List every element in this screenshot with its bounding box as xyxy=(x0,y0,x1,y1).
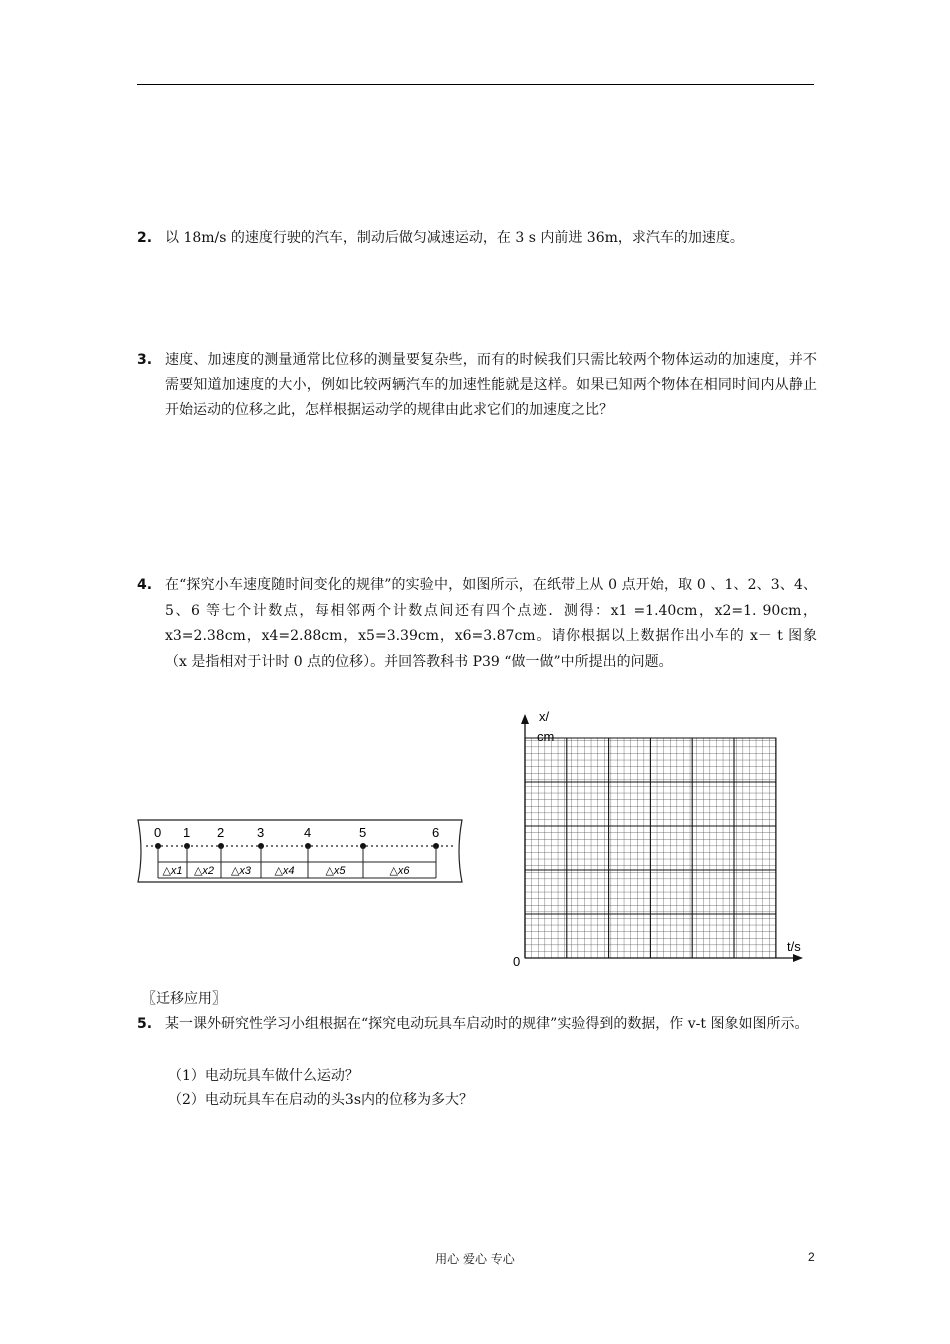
segment-label: △x2 xyxy=(193,865,215,877)
point-label: 5 xyxy=(359,825,367,840)
question-intro: 在“探究小车速度随时间变化的规律”的实验中，如图所示，在纸带上从 0 点开始，取 0 、1、2、3、4、5、6 等七个计数点，每相邻两个计数点间还有四个点迹．测得： xyxy=(165,577,817,619)
y-axis-unit: cm xyxy=(537,729,555,744)
question-text: 某一课外研究性学习小组根据在“探究电动玩具车启动时的规律”实验得到的数据，作 v-t 图象如图所示。 xyxy=(165,1016,809,1032)
section-header: 〖迁移应用〗 xyxy=(142,991,226,1007)
measurement: x3=2.38cm， xyxy=(165,628,262,644)
question-2 xyxy=(137,226,817,250)
question-instruction: 请你根据以上数据作出小车的 x－ t 图象（x 是指相对于计时 0 点的位移）。并回答教科书 P39 “做一做”中所提出的问题。 xyxy=(165,628,818,670)
question-5 xyxy=(137,1012,817,1036)
x-axis-label: t/s xyxy=(787,939,801,954)
question-number: 2. xyxy=(137,230,153,246)
point-label: 3 xyxy=(257,825,265,840)
point-label: 1 xyxy=(183,825,191,840)
measurement: x2=1. 90cm， xyxy=(714,602,817,619)
point-label: 4 xyxy=(304,825,312,840)
segment-label: △x1 xyxy=(162,865,183,877)
segment-label: △x3 xyxy=(230,865,252,877)
header-rule xyxy=(137,84,814,85)
measurement: x4=2.88cm， xyxy=(261,628,359,644)
measurement: x6=3.87cm。 xyxy=(454,628,552,644)
question-number: 3. xyxy=(137,352,153,368)
measurement: x1 =1.40cm， xyxy=(610,602,715,619)
point-label: 0 xyxy=(154,825,162,840)
segment-label: △x4 xyxy=(274,865,295,877)
segment-label: △x5 xyxy=(325,865,346,877)
question-number: 5. xyxy=(137,1016,153,1032)
question-text: 速度、加速度的测量通常比位移的测量要复杂些，而有的时候我们只需比较两个物体运动的加速度，并不需要知道加速度的大小，例如比较两辆汽车的加速性能就是这样。如果已知两个物体在相同时间内从静止开始运动的位移之此，怎样根据运动学的规律由此求它们的加速度之比？ xyxy=(165,352,817,418)
question-3 xyxy=(137,348,817,423)
question-text: 以 18m/s 的速度行驶的汽车，制动后做匀减速运动，在 3 s 内前进 36m，求汽车的加速度。 xyxy=(165,230,744,246)
measurement: x5=3.39cm， xyxy=(358,628,455,644)
sub-question-1: （1）电动玩具车做什么运动？ xyxy=(168,1068,359,1084)
question-number: 4. xyxy=(137,577,153,593)
sub-question-2: （2）电动玩具车在启动的头3s内的位移为多大？ xyxy=(168,1092,473,1108)
paper-tape-diagram xyxy=(130,812,470,887)
y-axis-label: x/ xyxy=(539,709,550,724)
question-text xyxy=(165,573,817,675)
point-label: 6 xyxy=(432,825,440,840)
footer-text: 用心 爱心 专心 xyxy=(435,1252,515,1266)
page-number: 2 xyxy=(808,1250,815,1264)
origin-label: 0 xyxy=(513,954,521,969)
question-4 xyxy=(137,573,817,675)
graph-paper xyxy=(505,707,810,969)
point-label: 2 xyxy=(217,825,225,840)
segment-label: △x6 xyxy=(389,865,410,877)
